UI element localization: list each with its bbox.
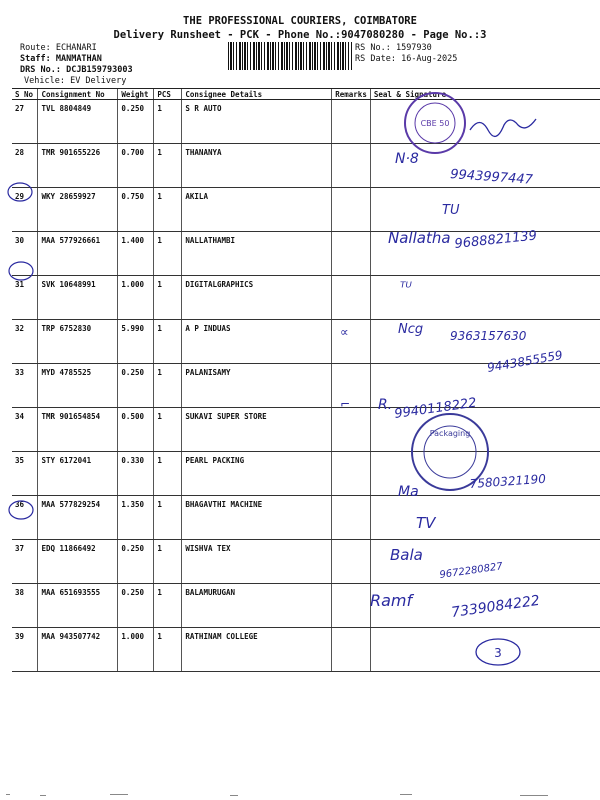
- sig-28-phone: 9943997447: [449, 167, 534, 188]
- cell-sno: 39: [12, 628, 38, 672]
- cell-consignee: BHAGAVTHI MACHINE: [182, 496, 332, 540]
- cell-signature: [370, 100, 600, 144]
- vehicle-value: EV Delivery: [70, 76, 127, 86]
- svg-text:Ncg: Ncg: [398, 322, 424, 337]
- route-line: Route: ECHANARI: [20, 43, 97, 53]
- table-row: [12, 496, 600, 540]
- rs-date-line: RS Date: 16-Aug-2025: [355, 54, 458, 64]
- cell-consignment: STY 6172041: [38, 452, 118, 496]
- cell-consignee: THANANYA: [182, 144, 332, 188]
- sig-30-phone: 9688821139: [453, 228, 538, 252]
- cell-pcs: 1: [154, 628, 182, 672]
- svg-text:∝: ∝: [340, 325, 349, 339]
- cell-weight: 5.990: [118, 320, 154, 364]
- table-row: [12, 144, 600, 188]
- cell-remarks: [332, 100, 371, 144]
- meta-left: [20, 43, 133, 87]
- cell-weight: 0.750: [118, 188, 154, 232]
- tu-mark-1: TU: [442, 203, 460, 218]
- cell-weight: 1.350: [118, 496, 154, 540]
- cell-weight: 0.250: [118, 364, 154, 408]
- svg-text:Ma: Ma: [398, 484, 419, 500]
- table-row: [12, 628, 600, 672]
- cell-pcs: 1: [154, 496, 182, 540]
- cell-signature: [370, 144, 600, 188]
- svg-text:3: 3: [494, 646, 502, 660]
- cell-consignment: TMR 901655226: [38, 144, 118, 188]
- cell-consignment: SVK 10648991: [38, 276, 118, 320]
- cell-consignee: AKILA: [182, 188, 332, 232]
- cell-sno: 38: [12, 584, 38, 628]
- cell-consignment: TRP 6752830: [38, 320, 118, 364]
- cell-sno: 32: [12, 320, 38, 364]
- col-pcs: PCS: [154, 89, 182, 100]
- cell-pcs: 1: [154, 232, 182, 276]
- sig-39-phone: 7339084222: [450, 592, 541, 621]
- cell-remarks: [332, 232, 371, 276]
- cell-signature: [370, 408, 600, 452]
- sig-34-phone: 9940118222: [393, 395, 478, 422]
- rs-date-value: 16-Aug-2025: [401, 54, 458, 64]
- scan-noise: [0, 790, 600, 800]
- cell-pcs: 1: [154, 584, 182, 628]
- cell-consignee: WISHVA TEX: [182, 540, 332, 584]
- sig-36-phone: 7580321190: [469, 471, 547, 491]
- cell-signature: [370, 452, 600, 496]
- cell-pcs: 1: [154, 408, 182, 452]
- cell-consignment: MAA 651693555: [38, 584, 118, 628]
- table-row: [12, 320, 600, 364]
- cell-signature: [370, 540, 600, 584]
- cell-consignment: TVL 8804849: [38, 100, 118, 144]
- cell-consignee: RATHINAM COLLEGE: [182, 628, 332, 672]
- cell-consignee: NALLATHAMBI: [182, 232, 332, 276]
- cell-remarks: [332, 364, 371, 408]
- cell-signature: [370, 232, 600, 276]
- table-row: [12, 584, 600, 628]
- cell-weight: 1.000: [118, 628, 154, 672]
- cell-consignment: WKY 28659927: [38, 188, 118, 232]
- cell-remarks: [332, 628, 371, 672]
- table-row: [12, 452, 600, 496]
- cell-consignee: SUKAVI SUPER STORE: [182, 408, 332, 452]
- cell-remarks: [332, 188, 371, 232]
- svg-text:Nallatha: Nallatha: [388, 229, 451, 247]
- cell-weight: 0.330: [118, 452, 154, 496]
- rs-no-value: 1597930: [395, 43, 432, 53]
- cell-weight: 0.700: [118, 144, 154, 188]
- barcode-icon: [228, 42, 352, 70]
- cell-consignment: MAA 577926661: [38, 232, 118, 276]
- cell-consignment: TMR 901654854: [38, 408, 118, 452]
- tv-mark-2: TV: [416, 514, 436, 532]
- route-value: ECHANARI: [55, 43, 97, 53]
- cell-sno: 27: [12, 100, 38, 144]
- cell-pcs: 1: [154, 188, 182, 232]
- svg-text:ᵀᵁ: ᵀᵁ: [400, 280, 412, 296]
- table-row: [12, 276, 600, 320]
- svg-text:⌐: ⌐: [340, 397, 351, 411]
- cell-remarks: [332, 276, 371, 320]
- cell-sno: 35: [12, 452, 38, 496]
- col-weight: Weight: [118, 89, 154, 100]
- cell-signature: [370, 276, 600, 320]
- table-row: [12, 540, 600, 584]
- cell-remarks: [332, 540, 371, 584]
- table-row: [12, 364, 600, 408]
- cell-signature: [370, 628, 600, 672]
- cell-sno: 28: [12, 144, 38, 188]
- sig-32-phone: 9363157630: [450, 329, 527, 343]
- cell-signature: [370, 584, 600, 628]
- staff-value: MANMATHAN: [55, 54, 102, 64]
- cell-pcs: 1: [154, 364, 182, 408]
- svg-text:N·8: N·8: [395, 151, 419, 167]
- cell-consignment: MAA 577829254: [38, 496, 118, 540]
- col-consignment: Consignment No: [38, 89, 118, 100]
- runsheet-table: [12, 88, 600, 672]
- col-signature: Seal & Signature: [370, 89, 600, 100]
- cell-pcs: 1: [154, 100, 182, 144]
- cell-remarks: [332, 144, 371, 188]
- cell-remarks: [332, 496, 371, 540]
- cell-sno: 31: [12, 276, 38, 320]
- cell-signature: [370, 320, 600, 364]
- cell-sno: 34: [12, 408, 38, 452]
- company-title: THE PROFESSIONAL COURIERS, COIMBATORE: [183, 15, 417, 27]
- cell-weight: 1.000: [118, 276, 154, 320]
- cell-sno: 30: [12, 232, 38, 276]
- cell-consignee: A P INDUAS: [182, 320, 332, 364]
- cell-signature: [370, 188, 600, 232]
- runsheet-subtitle: Delivery Runsheet - PCK - Phone No.:9047080280 - Page No.:3: [113, 29, 487, 41]
- cell-pcs: 1: [154, 276, 182, 320]
- cell-pcs: 1: [154, 320, 182, 364]
- meta-right: [355, 43, 457, 65]
- svg-text:Ramf: Ramf: [370, 591, 413, 610]
- drs-line: DRS No.: DCJB159793003: [20, 65, 133, 75]
- cell-weight: 0.250: [118, 100, 154, 144]
- cell-remarks: [332, 408, 371, 452]
- col-sno: S No: [12, 89, 38, 100]
- cell-sno: 37: [12, 540, 38, 584]
- cell-remarks: [332, 452, 371, 496]
- cell-consignee: DIGITALGRAPHICS: [182, 276, 332, 320]
- cell-consignment: MAA 943507742: [38, 628, 118, 672]
- cell-weight: 0.500: [118, 408, 154, 452]
- cell-consignee: BALAMURUGAN: [182, 584, 332, 628]
- staff-line: Staff: MANMATHAN: [20, 54, 102, 64]
- svg-text:Packaging: Packaging: [429, 429, 471, 438]
- vehicle-line: Vehicle: EV Delivery: [24, 76, 127, 86]
- table-row: [12, 100, 600, 144]
- cell-signature: [370, 364, 600, 408]
- svg-text:R.: R.: [378, 397, 393, 413]
- cell-weight: 0.250: [118, 584, 154, 628]
- cell-consignee: PEARL PACKING: [182, 452, 332, 496]
- cell-consignment: EDQ 11866492: [38, 540, 118, 584]
- drs-value: DCJB159793003: [66, 65, 133, 75]
- cell-consignee: PALANISAMY: [182, 364, 332, 408]
- svg-text:Bala: Bala: [390, 546, 423, 564]
- table-header: [12, 89, 600, 100]
- table-row: [12, 188, 600, 232]
- cell-sno: 33: [12, 364, 38, 408]
- cell-consignee: S R AUTO: [182, 100, 332, 144]
- cell-consignment: MYD 4785525: [38, 364, 118, 408]
- cell-weight: 0.250: [118, 540, 154, 584]
- cell-pcs: 1: [154, 540, 182, 584]
- svg-text:9672280827: 9672280827: [438, 561, 504, 581]
- table-row: [12, 232, 600, 276]
- stamp1-text: CBE 50: [420, 119, 450, 128]
- cell-sno: 29: [12, 188, 38, 232]
- col-remarks: Remarks: [332, 89, 371, 100]
- cell-sno: 36: [12, 496, 38, 540]
- cell-remarks: [332, 320, 371, 364]
- table-row: [12, 408, 600, 452]
- cell-signature: [370, 496, 600, 540]
- sig-33-phone: 9443855559: [486, 347, 564, 375]
- cell-pcs: 1: [154, 144, 182, 188]
- rs-no-line: RS No.: 1597930: [355, 43, 432, 53]
- col-consignee: Consignee Details: [182, 89, 332, 100]
- cell-weight: 1.400: [118, 232, 154, 276]
- cell-pcs: 1: [154, 452, 182, 496]
- cell-remarks: [332, 584, 371, 628]
